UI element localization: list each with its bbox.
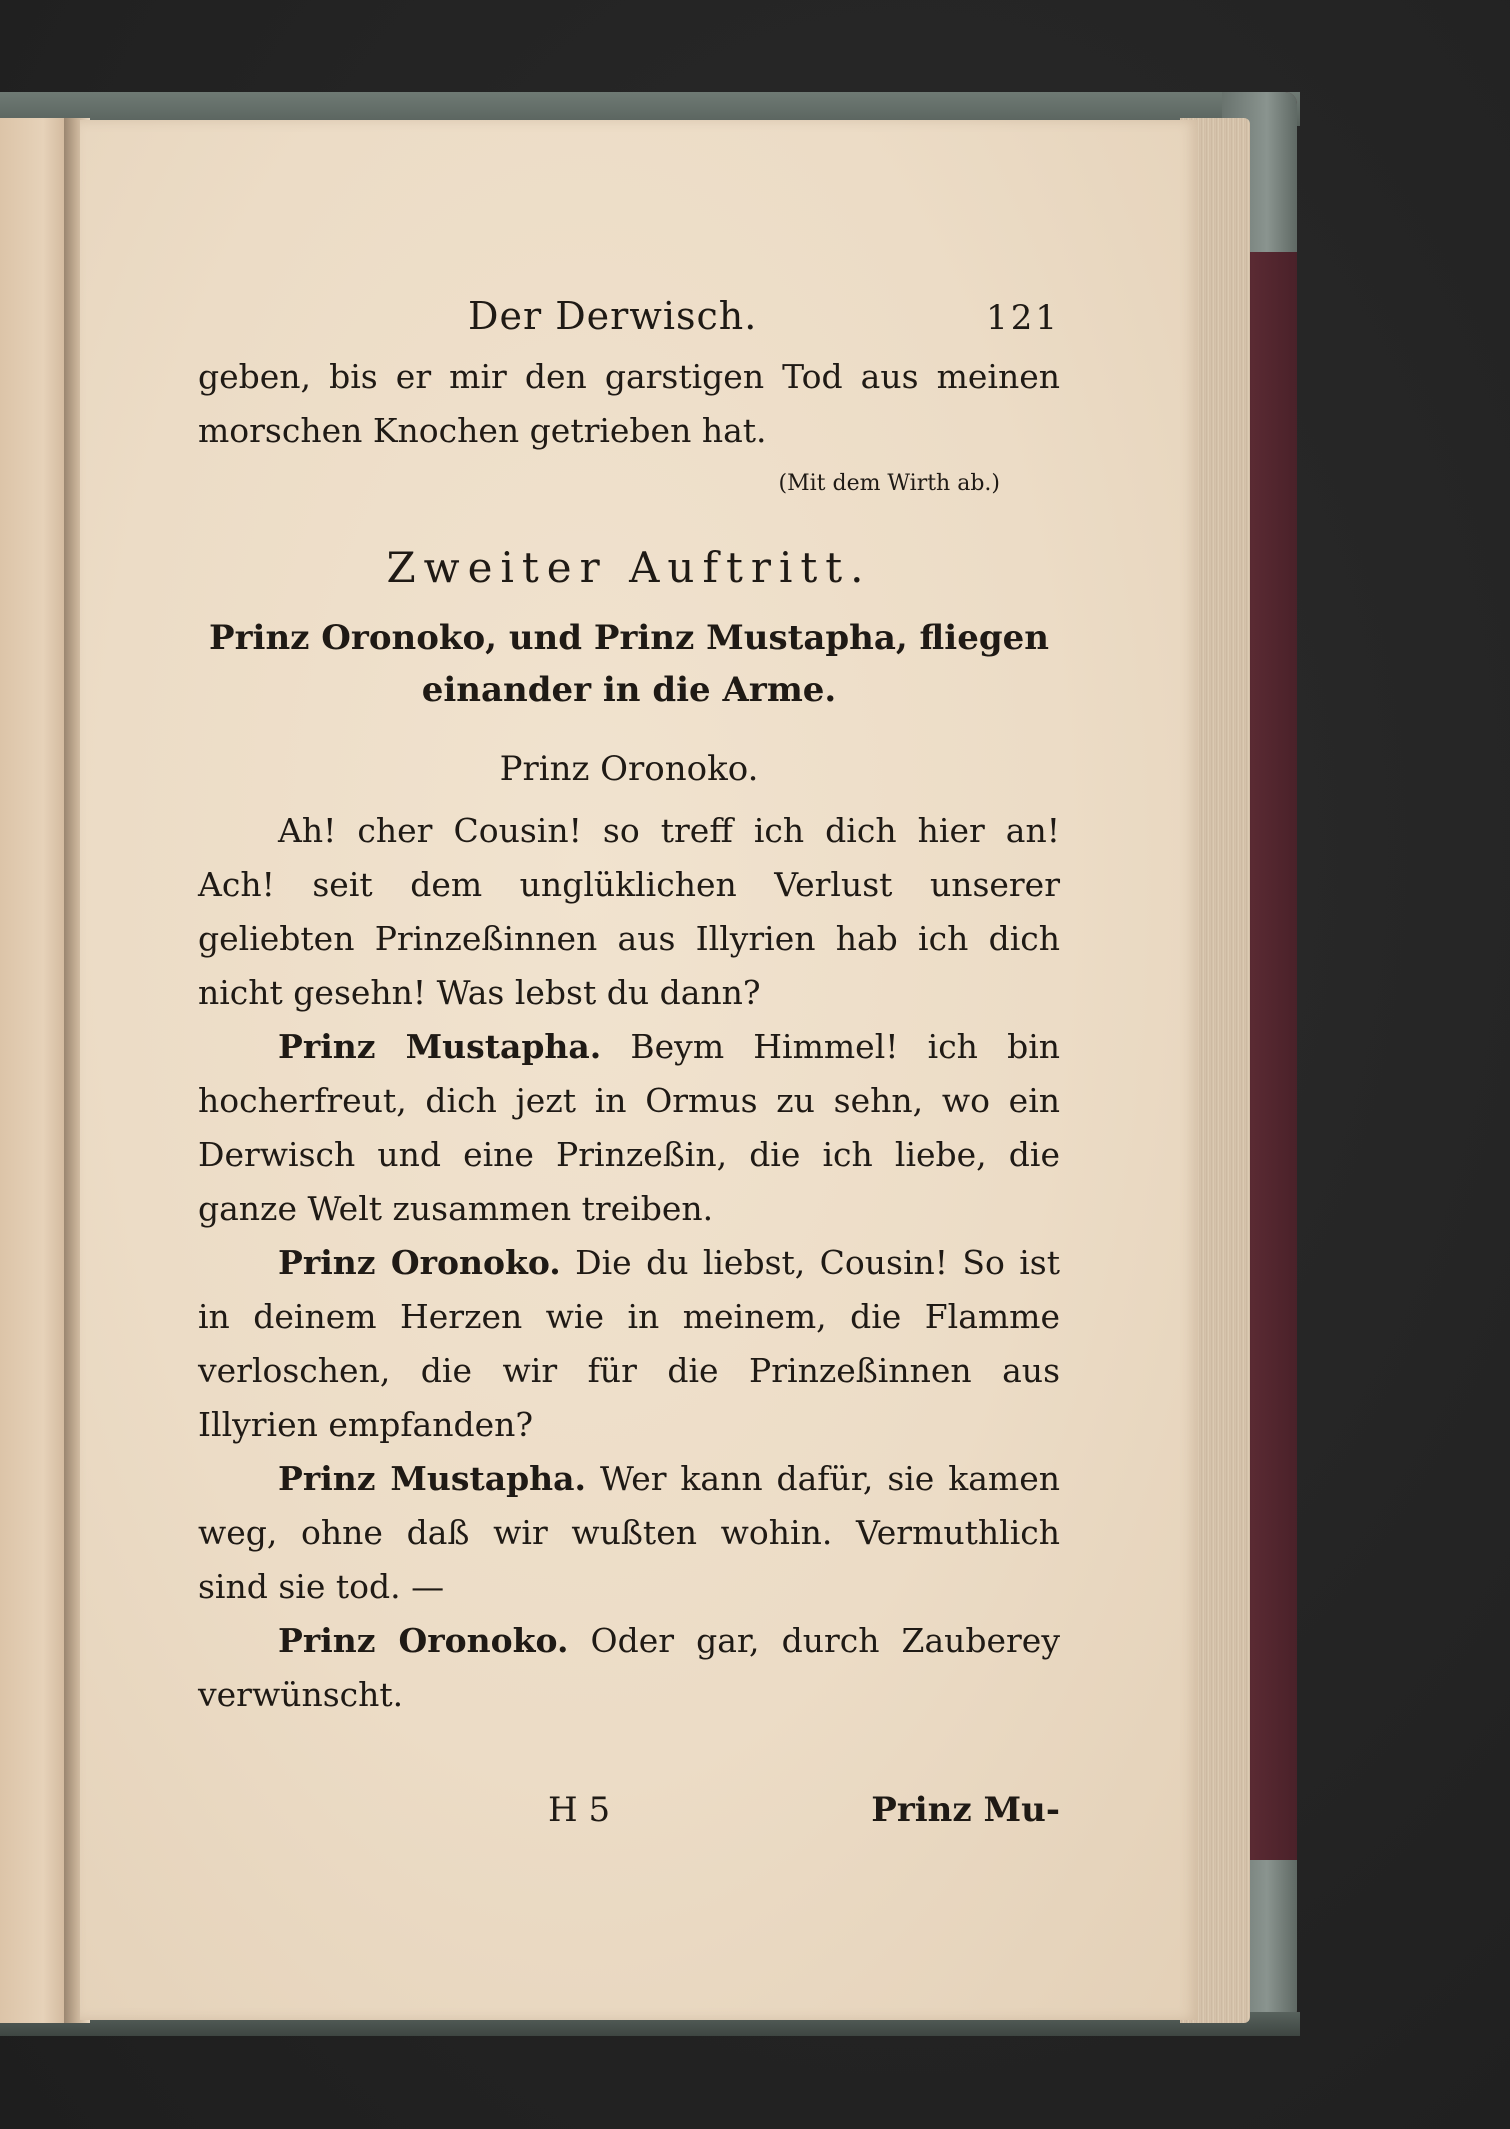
carryover-text: geben, bis er mir den garstigen Tod aus meinen morschen Knochen getrieben hat.	[198, 357, 1060, 450]
catchword: Prinz Mu-	[871, 1790, 1060, 1830]
page-footer	[198, 1790, 1060, 1860]
scene-description: Prinz Oronoko, und Prinz Mustapha, fliegen einander in die Arme.	[209, 618, 1049, 710]
running-title: Der Derwisch.	[468, 294, 758, 338]
speech-text: Oder gar, durch Zauberey verwünscht.	[198, 1621, 1060, 1714]
speech-oronoko-1: Ah! cher Cousin! so treff ich dich hier an! Ach! seit dem unglüklichen Verlust unserer geliebten Prinzeßinnen aus Illyrien hab ich dich nicht gesehn! Was lebst du dann?	[198, 811, 1060, 1012]
speech-text: Wer kann dafür, sie kamen weg, ohne daß wir wußten wohin. Vermuthlich sind sie tod. —	[198, 1459, 1060, 1606]
speaker-name: Prinz Mustapha.	[278, 1027, 602, 1066]
speech-block-mustapha-1	[198, 1020, 1060, 1236]
speech-block-oronoko-2	[198, 1236, 1060, 1452]
speech-text: Die du liebst, Cousin! So ist in deinem Herzen wie in meinem, die Flamme verloschen, die wir für die Prinzeßinnen aus Illyrien empfanden?	[198, 1243, 1060, 1444]
speech-text: Beym Himmel! ich bin hocherfreut, dich jezt in Ormus zu sehn, wo ein Derwisch und eine Prinzeßin, die ich liebe, die ganze Welt zusammen treiben.	[198, 1027, 1060, 1228]
speaker-name: Prinz Oronoko.	[278, 1621, 569, 1660]
speaker-name: Prinz Mustapha.	[278, 1459, 587, 1498]
speech-block-mustapha-2	[198, 1452, 1060, 1614]
scene-heading: Zweiter Auftritt.	[386, 543, 872, 592]
facing-page	[0, 118, 72, 2023]
stage-direction: (Mit dem Wirth ab.)	[778, 471, 1000, 496]
text-block	[198, 288, 1060, 1860]
speaker-name: Prinz Oronoko.	[278, 1243, 561, 1282]
book-page	[80, 120, 1198, 2020]
speaker-heading: Prinz Oronoko.	[499, 749, 759, 789]
running-head	[198, 288, 1060, 350]
signature-mark: H 5	[548, 1790, 611, 1830]
speech-block-oronoko-3	[198, 1614, 1060, 1722]
page-number: 121	[986, 298, 1060, 338]
